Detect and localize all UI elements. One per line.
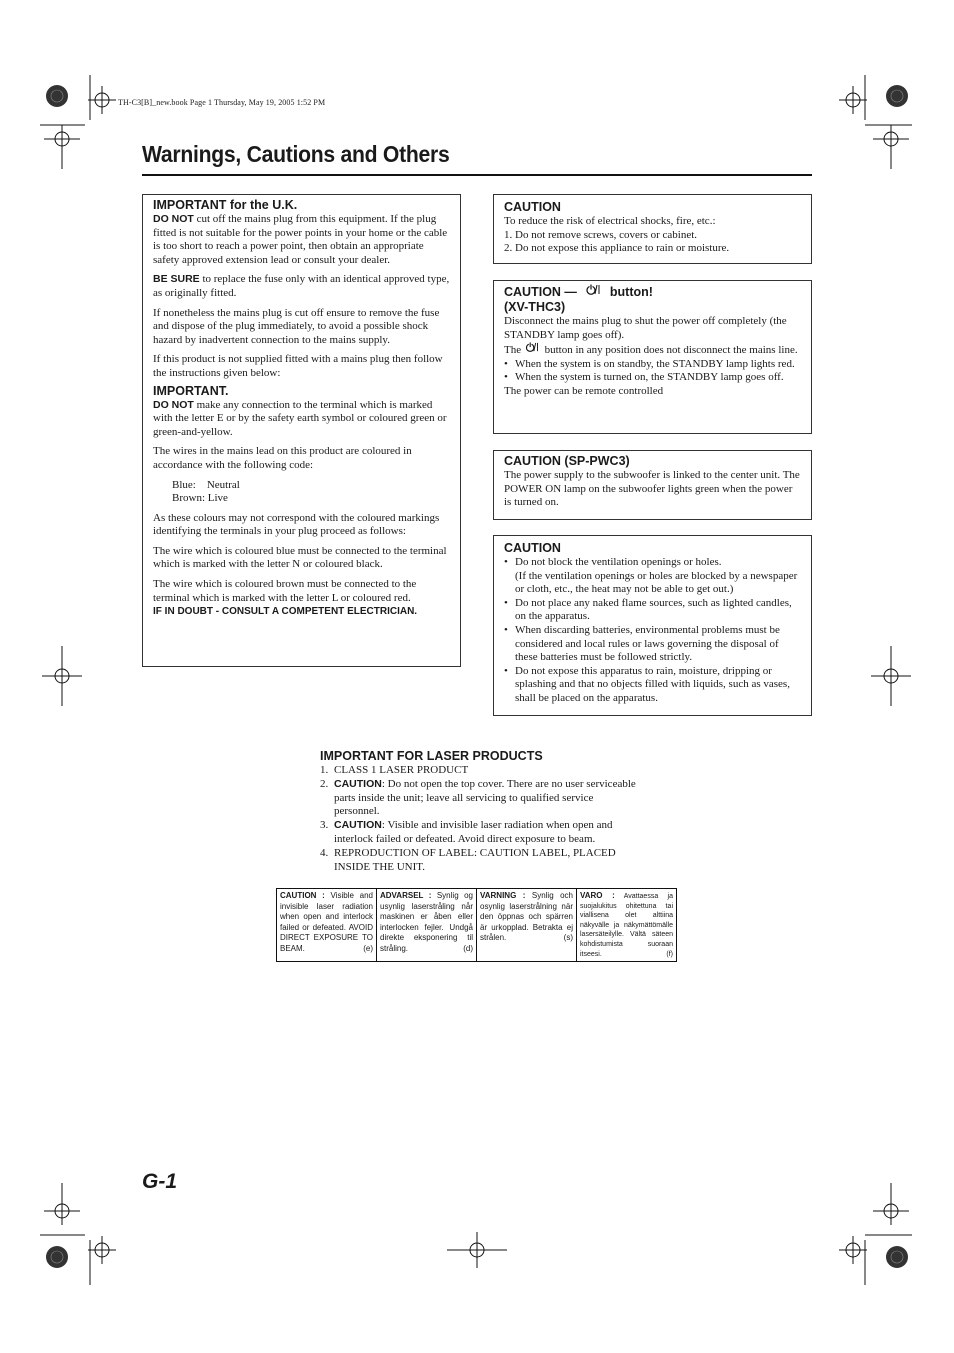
button-box-p2-b: button in any position does not disconnect the mains line.: [544, 344, 798, 357]
cell-lead: ADVARSEL :: [380, 891, 432, 900]
uk-p10: IF IN DOUBT - CONSULT A COMPETENT ELECTRICIAN.: [153, 606, 418, 618]
list-item: • Do not expose this apparatus to rain, moisture, dripping or splashing and that no objects filled with liquids, such as vases, shall be placed on the apparatus.: [504, 665, 801, 706]
laser-caution-label: [276, 888, 677, 962]
uk-p5: make any connection to the terminal which is marked with the letter E or by the safety earth symbol or coloured green or green-and-yellow.: [153, 398, 447, 438]
spwc3-caution-box: [493, 450, 812, 520]
cell-lead: VARNING :: [480, 891, 526, 900]
caution-box-title: CAUTION: [504, 200, 561, 214]
spwc-box-title: CAUTION (SP-PWC3): [504, 454, 630, 468]
ventilation-caution-box: [493, 535, 812, 716]
caution-item: 1. Do not remove screws, covers or cabinet.: [504, 228, 698, 241]
button-box-title-row: [504, 284, 801, 300]
uk-p9: The wire which is coloured brown must be connected to the terminal which is marked with the letter L or coloured red.: [153, 578, 417, 604]
uk-box-title: IMPORTANT for the U.K.: [153, 198, 298, 212]
item-number: 1.: [320, 764, 329, 776]
cell-lead: VARO :: [580, 891, 615, 900]
list-item: • Do not place any naked flame sources, such as lighted candles, on the apparatus.: [504, 597, 801, 624]
uk-box-subtitle: IMPORTANT.: [153, 383, 229, 398]
caution-item: 2. Do not expose this appliance to rain or moisture.: [504, 242, 730, 255]
caution-box: [493, 194, 812, 264]
vent-box-bullets: [504, 556, 801, 706]
button-box-title-c: (XV-THC3): [504, 300, 566, 314]
item-lead: CAUTION: [334, 819, 382, 832]
button-box-p1: Disconnect the mains plug to shut the power off completely (the STANDBY lamp goes off).: [504, 315, 787, 341]
uk-important-box: [142, 194, 461, 667]
list-item: [320, 819, 640, 847]
list-item: [320, 847, 640, 875]
list-item: • When the system is on standby, the STANDBY lamp lights red.: [504, 358, 801, 372]
list-item: • When discarding batteries, environmental problems must be considered and local rules or laws governing the disposal of these batteries must be followed strictly.: [504, 624, 801, 665]
uk-p2-lead: BE SURE: [153, 273, 200, 286]
button-box-p2: [504, 342, 801, 358]
uk-code-blue: Blue: Neutral: [172, 478, 240, 491]
button-box-title-b: button!: [609, 285, 653, 299]
list-item: [320, 778, 640, 819]
cell-tag: (d): [463, 943, 473, 953]
label-cell-danish: [377, 889, 477, 962]
standby-power-icon: [580, 284, 606, 300]
item-number: 2.: [320, 777, 329, 790]
uk-p3: If nonetheless the mains plug is cut off ensure to remove the fuse and dispose of the plug immediately, to avoid a possible shock hazard by inadvertent connection to the mains supply.: [153, 306, 440, 346]
laser-list: [320, 764, 640, 874]
cell-tag: (f): [666, 950, 673, 958]
cell-tag: (e): [363, 943, 373, 953]
item-lead: CAUTION: [334, 777, 382, 790]
uk-p2: to replace the fuse only with an identical approved type, as originally fitted.: [153, 273, 450, 299]
header-note: TH-C3[B]_new.book Page 1 Thursday, May 19, 2005 1:52 PM: [118, 98, 326, 107]
spwc-box-p1: The power supply to the subwoofer is linked to the center unit. The POWER ON lamp on the subwoofer lights green when the power is turned on.: [504, 469, 800, 509]
label-cell-finnish: [577, 889, 677, 962]
uk-p1-lead: DO NOT: [153, 213, 194, 225]
cell-text: Synlig och osynlig laserstrålning när den öppnas och spärren är urkopplad. Betrakta ej strålen.: [480, 891, 574, 943]
cell-text: Synlig og usynlig laserstråling når maskinen er åben eller interlocken fejler. Undgå direkte eksponering til stråling.: [380, 891, 473, 953]
cell-tag: (s): [563, 933, 573, 943]
item-text: : Do not open the top cover. There are no user serviceable parts inside the unit; leave all servicing to qualified service personnel.: [334, 777, 636, 818]
laser-section: [320, 749, 640, 874]
label-cell-swedish: [477, 889, 577, 962]
vent-box-title: CAUTION: [504, 541, 561, 555]
standby-button-caution-box: [493, 280, 812, 434]
item-text: CLASS 1 LASER PRODUCT: [334, 764, 469, 776]
button-box-bullets: [504, 358, 801, 385]
item-text: REPRODUCTION OF LABEL: CAUTION LABEL, PLACED INSIDE THE UNIT.: [334, 846, 616, 873]
caution-intro: To reduce the risk of electrical shocks, fire, etc.:: [504, 215, 716, 227]
uk-p8: The wire which is coloured blue must be connected to the terminal which is marked with the letter N or coloured black.: [153, 544, 447, 571]
list-item: • Do not block the ventilation openings or holes. (If the ventilation openings or holes are blocked by a newspaper or cloth, etc., the heat may not be able to get out.): [504, 556, 801, 597]
item-number: 3.: [320, 819, 329, 832]
uk-p4: If this product is not supplied fitted with a mains plug then follow the instructions given below:: [153, 353, 443, 379]
cell-text: Visible and invisible laser radiation when open and interlock failed or defeated. AVOID DIRECT EXPOSURE TO BEAM.: [280, 891, 373, 953]
uk-code-brown: Brown: Live: [172, 492, 228, 505]
button-box-p3: The power can be remote controlled: [504, 384, 664, 397]
label-cell-english: [277, 889, 377, 962]
uk-p5-lead: DO NOT: [153, 398, 194, 411]
uk-p1: cut off the mains plug from this equipment. If the plug fitted is not suitable for the power points in your home or the cable is too short to reach a power point, then obtain an appropriate safety approved extension lead or consult your dealer.: [153, 213, 448, 266]
page-title: Warnings, Cautions and Others: [142, 141, 450, 167]
item-number: 4.: [320, 846, 329, 859]
cell-lead: CAUTION :: [280, 891, 325, 900]
standby-power-icon: [524, 342, 542, 358]
cell-text: Avattaessa ja suojalukitus ohitettuna tai viallisena olet alttiina näkyvälle ja näkymättömälle lasersäteilylle. Vältä säteen kohdistumista suoraan itseesi.: [580, 893, 673, 958]
page-number: G-1: [142, 1170, 178, 1193]
button-box-p2-a: The: [504, 344, 522, 357]
title-rule: [142, 174, 812, 176]
uk-p7: As these colours may not correspond with the coloured markings identifying the terminals in your plug proceed as follows:: [153, 511, 440, 538]
button-box-title-a: CAUTION —: [504, 285, 577, 299]
list-item: • When the system is turned on, the STANDBY lamp goes off.: [504, 371, 801, 385]
list-item: [320, 764, 640, 778]
uk-p6: The wires in the mains lead on this product are coloured in accordance with the following code:: [153, 445, 412, 471]
laser-title: IMPORTANT FOR LASER PRODUCTS: [320, 749, 543, 763]
item-text: : Visible and invisible laser radiation when open and interlock failed or defeated. Avoid direct exposure to beam.: [334, 819, 613, 845]
